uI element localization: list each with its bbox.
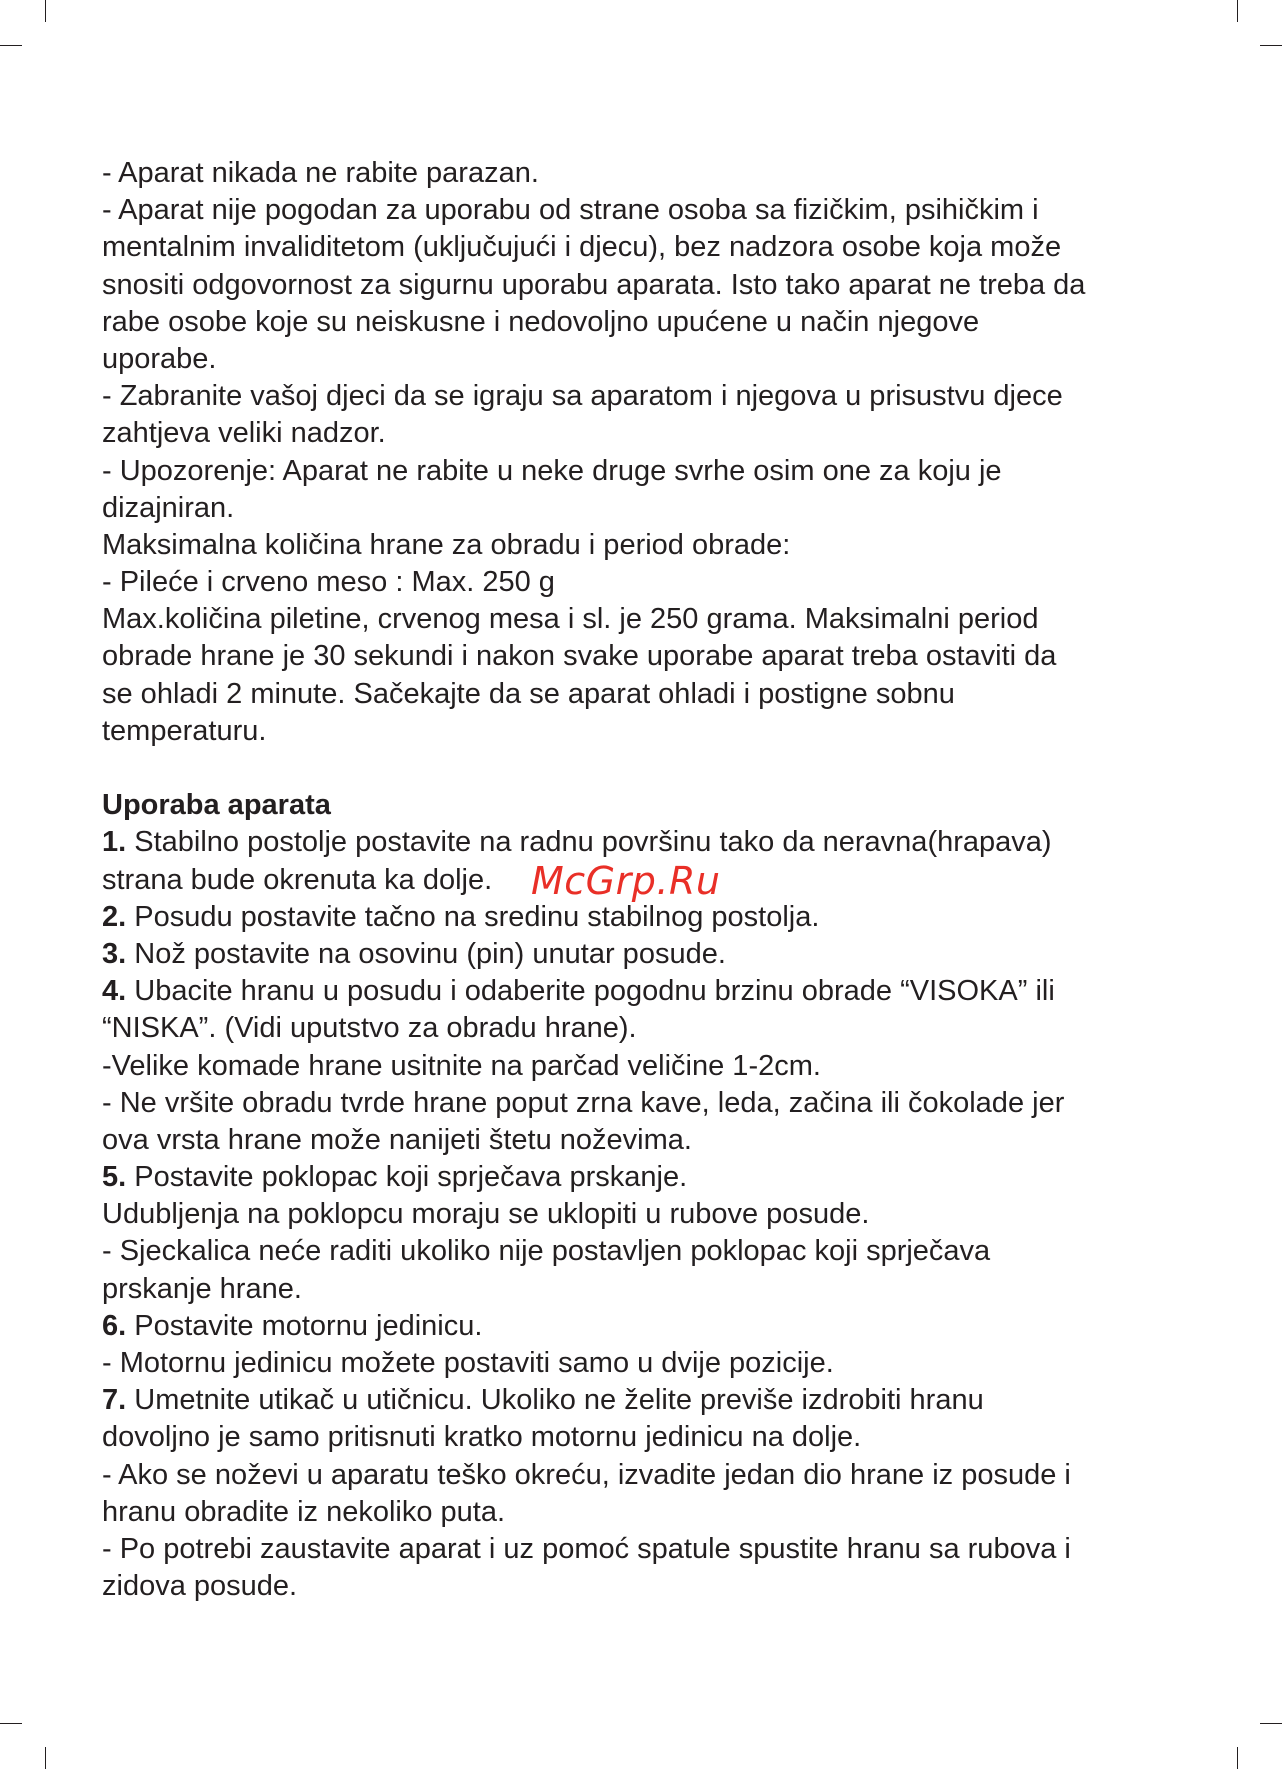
text-line: - Upozorenje: Aparat ne rabite u neke druge svrhe osim one za koju je <box>102 454 1002 487</box>
text-line: se ohladi 2 minute. Sačekajte da se aparat ohladi i postigne sobnu <box>102 677 955 710</box>
text-line: obrade hrane je 30 sekundi i nakon svake uporabe aparat treba ostaviti da <box>102 640 1057 673</box>
text-line: mentalnim invaliditetom (uključujući i djecu), bez nadzora osobe koja može <box>102 231 1062 264</box>
section-heading: Uporaba aparata <box>102 789 331 822</box>
text-line: uporabe. <box>102 342 217 375</box>
text-line: Max.količina piletine, crvenog mesa i sl. je 250 grama. Maksimalni period <box>102 603 1039 636</box>
safety-section <box>102 155 1192 750</box>
text-line: - Motornu jedinicu možete postaviti samo u dvije pozicije. <box>102 1347 834 1379</box>
text-line: - Ako se noževi u aparatu teško okreću, izvadite jedan dio hrane iz posude i <box>102 1458 1071 1491</box>
text-line: ova vrsta hrane može nanijeti štetu noževima. <box>102 1123 692 1156</box>
text-line: - Zabranite vašoj djeci da se igraju sa aparatom i njegova u prisustvu djece <box>102 380 1063 413</box>
text-line: - Aparat nije pogodan za uporabu od strane osoba sa fizičkim, psihičkim i <box>102 194 1039 227</box>
text-line: prskanje hrane. <box>102 1272 302 1305</box>
step-7 <box>102 1382 1192 1419</box>
text-line: hranu obradite iz nekoliko puta. <box>102 1495 506 1528</box>
step-6 <box>102 1308 1192 1345</box>
step-number: 1. <box>102 826 127 859</box>
text-line: zahtjeva veliki nadzor. <box>102 417 386 450</box>
text-line: - Ne vršite obradu tvrde hrane poput zrna kave, leda, začina ili čokolade jer <box>102 1086 1065 1119</box>
text-line: - Po potrebi zaustavite aparat i uz pomoć spatule spustite hranu sa rubova i <box>102 1532 1071 1565</box>
step-text: Umetnite utikač u utičnicu. Ukoliko ne želite previše izdrobiti hranu <box>126 1384 984 1417</box>
crop-mark-top-left-h <box>0 45 22 46</box>
step-text: Posudu postavite tačno na sredinu stabilnog postolja. <box>126 900 820 933</box>
step-number: 6. <box>102 1309 127 1342</box>
step-text: Postavite motornu jedinicu. <box>126 1309 483 1342</box>
step-text: Postavite poklopac koji sprječava prskanje. <box>126 1161 688 1194</box>
crop-mark-top-right-h <box>1260 45 1282 46</box>
text-line: - Pileće i crveno meso : Max. 250 g <box>102 566 555 599</box>
step-number: 2. <box>102 900 127 933</box>
text-line: “NISKA”. (Vidi uputstvo za obradu hrane). <box>102 1012 637 1045</box>
text-line: snositi odgovornost za sigurnu uporabu aparata. Isto tako aparat ne treba da <box>102 268 1086 301</box>
text-line: - Sjeckalica neće raditi ukoliko nije postavljen poklopac koji sprječava <box>102 1235 991 1268</box>
crop-mark-bottom-right-h <box>1260 1723 1282 1724</box>
crop-mark-top-right <box>1237 0 1238 22</box>
step-text: Ubacite hranu u posudu i odaberite pogodnu brzinu obrade “VISOKA” ili <box>126 975 1055 1008</box>
step-4 <box>102 973 1192 1010</box>
step-number: 4. <box>102 975 127 1008</box>
usage-section <box>102 787 1192 1605</box>
text-line: zidova posude. <box>102 1570 298 1603</box>
text-line: temperaturu. <box>102 714 267 747</box>
step-2 <box>102 899 1192 936</box>
step-1 <box>102 824 1192 861</box>
crop-mark-bottom-right <box>1237 1747 1238 1769</box>
watermark-text: McGrp.Ru <box>531 859 721 903</box>
text-line: -Velike komade hrane usitnite na parčad veličine 1-2cm. <box>102 1049 821 1082</box>
text-line: Udubljenja na poklopcu moraju se uklopiti u rubove posude. <box>102 1198 870 1231</box>
step-5 <box>102 1159 1192 1196</box>
step-text: Nož postavite na osovinu (pin) unutar posude. <box>126 937 726 970</box>
crop-mark-bottom-left <box>45 1747 46 1769</box>
crop-mark-bottom-left-h <box>0 1723 22 1724</box>
paragraph-gap <box>102 750 1192 787</box>
step-number: 5. <box>102 1161 127 1194</box>
text-line: rabe osobe koje su neiskusne i nedovoljno upućene u način njegove <box>102 305 980 338</box>
text-line: Maksimalna količina hrane za obradu i period obrade: <box>102 528 791 561</box>
step-number: 3. <box>102 937 127 970</box>
step-3 <box>102 936 1192 973</box>
text-line: - Aparat nikada ne rabite parazan. <box>102 157 539 189</box>
crop-mark-top-left <box>45 0 46 22</box>
text-line: dovoljno je samo pritisnuti kratko motornu jedinicu na dolje. <box>102 1421 862 1454</box>
step-text: Stabilno postolje postavite na radnu površinu tako da neravna(hrapava) <box>126 826 1052 859</box>
text-line: strana bude okrenuta ka dolje. <box>102 863 493 896</box>
text-line: dizajniran. <box>102 491 235 524</box>
step-number: 7. <box>102 1384 127 1417</box>
